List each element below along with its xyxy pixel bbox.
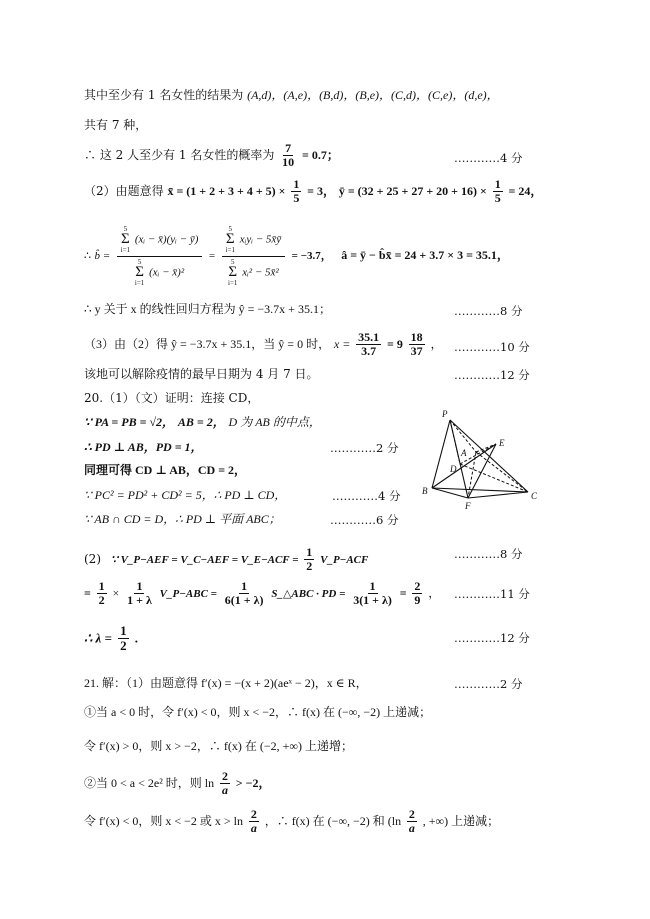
text-line-13 bbox=[84, 488, 286, 503]
text-line-12 bbox=[84, 463, 246, 478]
text-line-22: 令 f′(x) < 0，则 x < −2 或 x > ln $\frac{2}{a}$ ，∴ f(x) 在 (−∞, −2) 和 (ln $\frac{2}{a}$ , +∞) 上递减； bbox=[84, 807, 500, 836]
two-over-a: $\frac{2}{a}$ bbox=[221, 769, 228, 798]
frac-2: $\frac{1}{1 + \lambda}$ bbox=[127, 579, 152, 608]
text-line-2 bbox=[84, 118, 147, 133]
x-equals: = 9 bbox=[387, 337, 403, 352]
tetrahedron-diagram bbox=[420, 406, 560, 512]
b-hat-fraction-1: 5 Σ i=1 (xᵢ − x̄)(yᵢ − ȳ) 5 Σ i=1 (xᵢ − x̄)² bbox=[117, 226, 203, 286]
text-line-10 bbox=[84, 415, 321, 430]
lambda-fraction: $\frac{1}{2}$ bbox=[120, 623, 127, 654]
b-hat-result: = −3.7， bbox=[291, 250, 332, 263]
score-4b: …………4 分 bbox=[332, 489, 401, 503]
case-1-increasing: 令 f′(x) > 0，则 x > −2，∴ f(x) 在 (−2, +∞) 上递增； bbox=[84, 739, 353, 753]
pythagoras-pdc: ∵ PC² = PD² + CD² = 5，∴ PD ⊥ CD， bbox=[84, 488, 287, 502]
score-6: …………6 分 bbox=[330, 513, 399, 527]
frac-1: $\frac{1}{2}$ bbox=[98, 579, 105, 608]
x-mean-fraction: $\frac{1}{5}$ bbox=[293, 177, 300, 206]
pd-perp-ab: ∴ PD ⊥ AB，PD = 1， bbox=[84, 440, 203, 454]
text-line-9 bbox=[84, 391, 259, 406]
case-2-condition: ②当 0 < a < 2e² 时，则 ln bbox=[84, 776, 215, 791]
text-line-6 bbox=[84, 302, 331, 317]
pd-perp-plane: ∵ AB ∩ CD = D，∴ PD ⊥ 平面 ABC； bbox=[84, 512, 281, 526]
score-11: …………11 分 bbox=[454, 587, 530, 601]
q20-heading: 20.（1）（文）证明：连接 CD， bbox=[84, 391, 260, 405]
outcome-intro: 其中至少有 1 名女性的结果为 bbox=[84, 88, 244, 102]
frac-4: $\frac{1}{3(1 + \lambda)}$ bbox=[353, 579, 392, 608]
text-line-19 bbox=[84, 705, 431, 720]
half-fraction: $\frac{1}{2}$ bbox=[306, 545, 313, 574]
sum-symbol: 5 Σ i=1 bbox=[228, 257, 238, 287]
frac-5: $\frac{2}{9}$ bbox=[414, 579, 421, 608]
mean-intro: （2）由题意得 bbox=[84, 184, 164, 199]
x-label: x = bbox=[333, 337, 351, 352]
case-2-decreasing: 令 f′(x) < 0，则 x < −2 或 x > ln bbox=[84, 814, 244, 829]
sum-symbol: 5 Σ i=1 bbox=[134, 257, 145, 287]
b-hat-fraction-2: 5 Σ i=1 xᵢyᵢ − 5x̄ȳ 5 Σ i=1 xᵢ² − 5x̄² bbox=[222, 226, 286, 286]
volume-equation: ∵ V_P−AEF = V_C−AEF = V_E−ACF = bbox=[110, 554, 299, 567]
y-mean-result: = 24， bbox=[508, 184, 543, 199]
edge-ac-dashed bbox=[476, 452, 528, 492]
probability-intro: ∴ 这 2 人至少有 1 名女性的概率为 bbox=[84, 148, 275, 163]
therefore-symbol: ∴ bbox=[84, 249, 91, 263]
volume-pacf: V_P−ACF bbox=[320, 554, 369, 567]
text-line-21: ②当 0 < a < 2e² 时，则 ln $\frac{2}{a}$ > −2， bbox=[84, 769, 271, 798]
text-line-3 bbox=[84, 142, 339, 169]
probability-fraction: $\frac{7}{10}$ bbox=[282, 141, 295, 170]
sum-symbol: 5 Σ i=1 bbox=[225, 225, 235, 255]
b-hat-label: b̂ = bbox=[94, 250, 111, 263]
label-d: D bbox=[450, 464, 457, 474]
y-mean-fraction: $\frac{1}{5}$ bbox=[494, 177, 501, 206]
count-text: 共有 7 种， bbox=[84, 118, 148, 132]
text-line-18 bbox=[84, 676, 368, 691]
y-mean: ȳ = (32 + 25 + 27 + 20 + 16) × bbox=[338, 184, 487, 199]
regression-equation: ∴ y 关于 x 的线性回归方程为 ŷ = −3.7x + 35.1； bbox=[84, 302, 331, 316]
x-value-fraction: $\frac{35.1}{3.7}$ bbox=[358, 330, 380, 359]
case-1-decreasing: ①当 a < 0 时，令 f′(x) < 0，则 x < −2，∴ f(x) 在 (−∞, −2) 上递减； bbox=[84, 705, 432, 719]
sum-symbol: 5 Σ i=1 bbox=[120, 225, 131, 255]
text-line-20 bbox=[84, 739, 353, 754]
score-12b: …………12 分 bbox=[454, 631, 530, 645]
text-line-5: ∴ b̂ = 5 Σ i=1 (xᵢ − x̄)(yᵢ − ȳ) 5 Σ i=1 (xᵢ − x̄)² = 5 Σ i=1 xᵢyᵢ − 5x̄ȳ 5 Σ i=1 xᵢ² − 5x̄² = −3.7， â = ȳ − b̂x̄ = 24 + 3.7 × 3 = 35.1， bbox=[84, 225, 509, 287]
label-p: P bbox=[442, 409, 448, 419]
edge-bc bbox=[432, 488, 528, 492]
x-mean-result: = 3， bbox=[307, 184, 335, 199]
text-line-4 bbox=[84, 178, 542, 205]
label-f: F bbox=[465, 501, 471, 511]
outcome-list: (A,d)，(A,e)，(B,d)，(B,e)，(C,d)，(C,e)，(d,e)， bbox=[247, 88, 499, 102]
x-mixed-fraction: $\frac{18}{37}$ bbox=[410, 330, 423, 359]
ab-length: AB = 2， bbox=[177, 415, 225, 429]
text-line-16: = $\frac{1}{2}$ × $\frac{1}{1 + \lambda}$ V_P−ABC = $\frac{1}{6(1 + \lambda)}$ S_△ABC · PD = $\frac{1}{3(1 + \lambda)}$ = $\frac{2}{9}$ ， bbox=[84, 579, 441, 608]
frac-3: $\frac{1}{6(1 + \lambda)}$ bbox=[224, 579, 264, 608]
label-b: B bbox=[422, 486, 428, 496]
label-e: E bbox=[499, 438, 505, 448]
score-12a: …………12 分 bbox=[454, 368, 530, 382]
label-c: C bbox=[531, 491, 538, 501]
part3-intro: （3）由（2）得 ŷ = −3.7x + 35.1，当 ŷ = 0 时， bbox=[84, 337, 331, 352]
cd-perp-ab: 同理可得 CD ⊥ AB，CD = 2， bbox=[84, 463, 247, 477]
score-2b: …………2 分 bbox=[454, 677, 523, 691]
text-line-8 bbox=[84, 367, 319, 382]
text-line-17: ∴ λ = $\frac{1}{2}$ . bbox=[84, 623, 138, 654]
text-line-14 bbox=[84, 512, 281, 527]
midpoint-d: D 为 AB 的中点， bbox=[228, 415, 321, 429]
probability-value: = 0.7； bbox=[302, 148, 339, 163]
score-4: …………4 分 bbox=[454, 151, 523, 165]
a-hat-formula: â = ȳ − b̂x̄ = 24 + 3.7 × 3 = 35.1， bbox=[341, 248, 509, 263]
text-line-15 bbox=[84, 546, 368, 573]
text-line-11 bbox=[84, 440, 203, 455]
part2-label: (2) bbox=[84, 552, 101, 567]
score-8b: …………8 分 bbox=[454, 547, 523, 561]
earliest-date: 该地可以解除疫情的最早日期为 4 月 7 日。 bbox=[84, 367, 319, 381]
edge-fc bbox=[468, 492, 528, 498]
score-10: …………10 分 bbox=[454, 340, 530, 354]
q21-heading: 21. 解：（1）由题意得 f′(x) = −(x + 2)(aeˣ − 2)，x ∈ R， bbox=[84, 676, 368, 690]
label-a: A bbox=[461, 448, 467, 458]
text-line-1 bbox=[84, 88, 499, 103]
score-2a: …………2 分 bbox=[330, 441, 399, 455]
pa-pb-equal: ∵ PA = PB = √2， bbox=[84, 415, 175, 429]
x-mean: x̄ = (1 + 2 + 3 + 4 + 5) × bbox=[167, 184, 286, 199]
score-8: …………8 分 bbox=[454, 304, 523, 318]
text-line-7: （3）由（2）得 ŷ = −3.7x + 35.1，当 ŷ = 0 时， x = $\frac{35.1}{3.7}$ = 9 $\frac{18}{37}$ ， bbox=[84, 330, 443, 359]
